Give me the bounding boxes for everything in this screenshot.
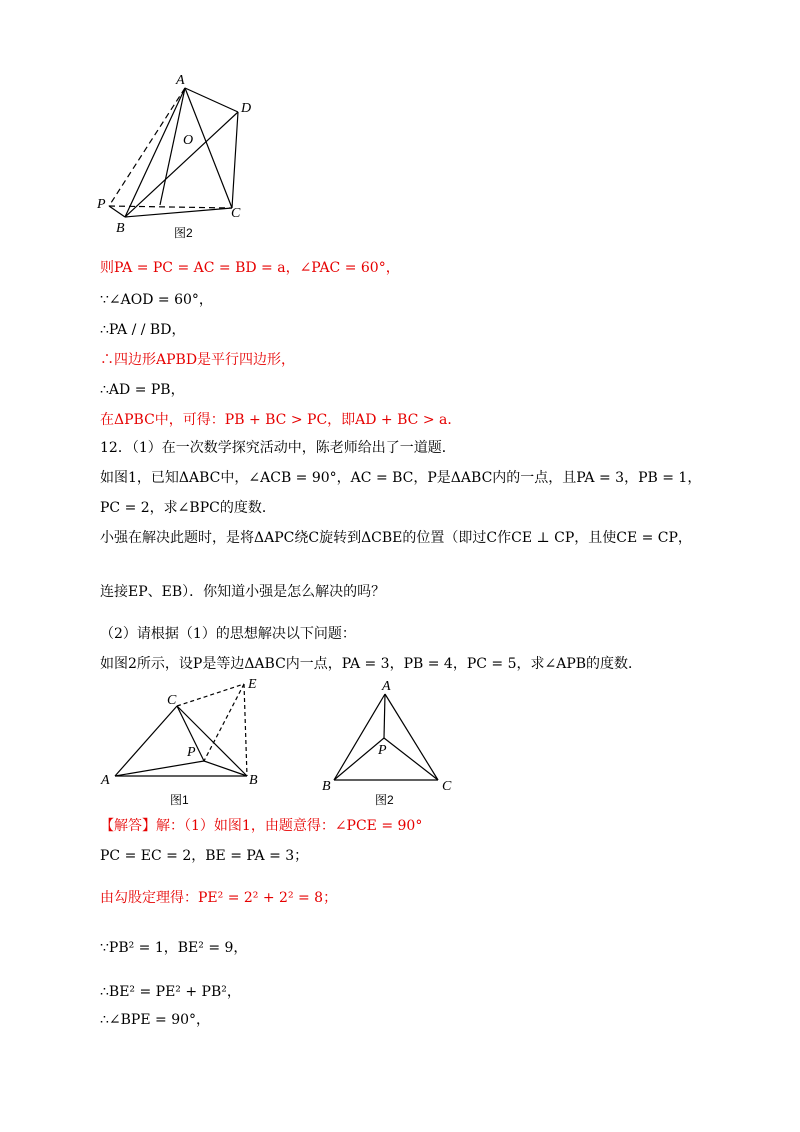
problem-12-method-cont: 连接EP、EB）．你知道小强是怎么解决的吗？ xyxy=(100,584,386,600)
problem-12-part2-statement: 如图2所示，设P是等边ΔABC内一点，PA = 3，PB = 4，PC = 5，求∠APB的度数． xyxy=(100,656,643,672)
solution-line-2: ∵∠AOD = 60°， xyxy=(100,292,213,308)
label-C: C xyxy=(442,779,452,794)
solution-line-6: 在ΔPBC中，可得：PB + BC > PC，即AD + BC > a． xyxy=(100,412,462,428)
problem-12-method: 小强在解决此题时，是将ΔAPC绕C旋转到ΔCBE的位置（即过C作CE ⊥ CP，且使CE = CP， xyxy=(100,530,692,546)
problem-12-part2: （2）请根据（1）的思想解决以下问题： xyxy=(100,626,356,642)
label-P: P xyxy=(97,197,106,212)
label-A: A xyxy=(382,679,391,694)
problem-12-intro: 12．（1）在一次数学探究活动中，陈老师给出了一道题． xyxy=(100,440,456,456)
label-E: E xyxy=(248,677,257,692)
label-P: P xyxy=(187,745,196,760)
figure-top-diagram xyxy=(95,70,265,245)
label-B: B xyxy=(116,221,125,236)
solution-line-3: ∴PA / / BD， xyxy=(100,322,186,338)
label-P: P xyxy=(378,743,387,758)
answer-line-5: ∴∠BPE = 90°， xyxy=(100,1012,211,1028)
label-A: A xyxy=(176,73,185,88)
answer-heading: 【解答】解：（1）如图1，由题意得：∠PCE = 90° xyxy=(100,818,423,834)
label-D: D xyxy=(241,101,252,116)
solution-line-5: ∴AD = PB， xyxy=(100,382,185,398)
label-B: B xyxy=(249,773,258,788)
solution-line-4: ∴四边形APBD是平行四边形， xyxy=(100,352,296,368)
figure-2-caption: 图2 xyxy=(375,793,394,807)
label-C: C xyxy=(167,693,177,708)
figure-2-diagram xyxy=(320,678,460,808)
answer-line-4: ∴BE² = PE² + PB²， xyxy=(100,984,241,1000)
answer-line-2: 由勾股定理得：PE² = 2² + 2² = 8； xyxy=(100,890,338,906)
answer-line-3: ∵PB² = 1，BE² = 9， xyxy=(100,940,248,956)
label-B: B xyxy=(322,779,331,794)
figure-caption: 图2 xyxy=(174,226,193,240)
label-O: O xyxy=(183,133,194,148)
problem-12-statement-cont: PC = 2，求∠BPC的度数． xyxy=(100,500,276,516)
figure-1-diagram xyxy=(97,676,272,806)
figure-1-caption: 图1 xyxy=(170,793,189,807)
answer-line-1: PC = EC = 2，BE = PA = 3； xyxy=(100,848,309,864)
problem-12-statement: 如图1，已知ΔABC中，∠ACB = 90°，AC = BC，P是ΔABC内的一点，且PA = 3，PB = 1， xyxy=(100,470,702,486)
label-A: A xyxy=(101,773,110,788)
solution-line-1: 则PA = PC = AC = BD = a，∠PAC = 60°， xyxy=(100,260,400,276)
label-C: C xyxy=(231,206,241,221)
